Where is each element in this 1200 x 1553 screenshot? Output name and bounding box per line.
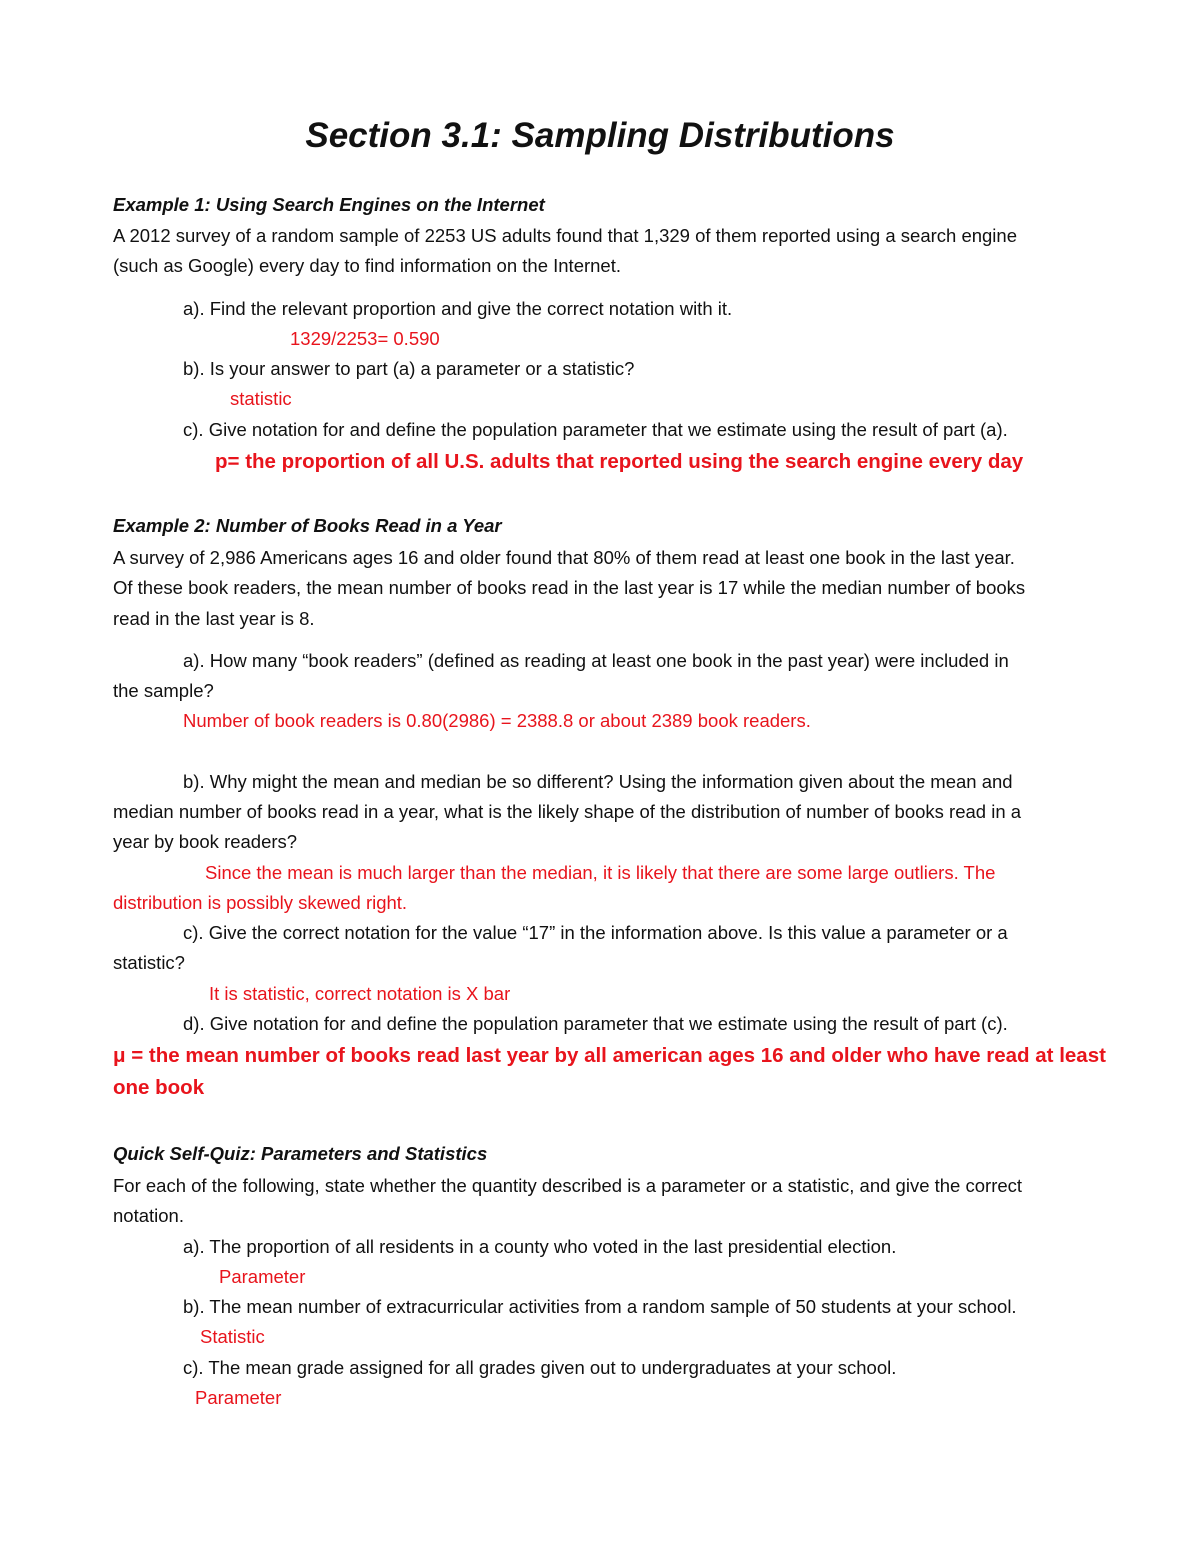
example-1-question-c: c). Give notation for and define the population parameter that we estimate using the result of part (a).	[183, 419, 1008, 440]
page-title: Section 3.1: Sampling Distributions	[305, 116, 895, 155]
example-2-intro-line-3: read in the last year is 8.	[113, 608, 315, 629]
example-2-answer-a: Number of book readers is 0.80(2986) = 2388.8 or about 2389 book readers.	[183, 710, 811, 731]
quiz-intro-line-2: notation.	[113, 1205, 184, 1226]
quiz-answer-c: Parameter	[195, 1387, 282, 1408]
example-2-question-b-line-3: year by book readers?	[113, 831, 298, 852]
example-2-question-b-line-2: median number of books read in a year, what is the likely shape of the distribution of number of books read in a	[113, 801, 1022, 822]
example-1-heading: Example 1: Using Search Engines on the Internet	[113, 194, 545, 215]
example-1-question-a: a). Find the relevant proportion and give the correct notation with it.	[183, 298, 733, 319]
example-2-answer-b-line-2: distribution is possibly skewed right.	[113, 892, 408, 913]
quiz-answer-a: Parameter	[219, 1266, 306, 1287]
example-2-intro-line-2: Of these book readers, the mean number of books read in the last year is 17 while the median number of books	[113, 577, 1026, 598]
quiz-question-b: b). The mean number of extracurricular activities from a random sample of 50 students at your school.	[183, 1296, 1017, 1317]
example-2-answer-d-line-1: μ = the mean number of books read last year by all american ages 16 and older who have read at least	[113, 1044, 1106, 1067]
quiz-answer-b: Statistic	[200, 1326, 265, 1347]
example-2-question-c-line-1: c). Give the correct notation for the value “17” in the information above. Is this value a parameter or a	[183, 922, 1008, 943]
quiz-heading: Quick Self-Quiz: Parameters and Statistics	[113, 1143, 488, 1164]
example-2-heading: Example 2: Number of Books Read in a Year	[113, 515, 502, 536]
quiz-question-c: c). The mean grade assigned for all grades given out to undergraduates at your school.	[183, 1357, 897, 1378]
example-2-intro-line-1: A survey of 2,986 Americans ages 16 and older found that 80% of them read at least one book in the last year.	[113, 547, 1015, 568]
example-1-answer-c: p= the proportion of all U.S. adults that reported using the search engine every day	[215, 450, 1024, 473]
example-2-question-d: d). Give notation for and define the population parameter that we estimate using the result of part (c).	[183, 1013, 1008, 1034]
example-2-answer-d-line-2: one book	[113, 1076, 205, 1099]
example-1-answer-a: 1329/2253= 0.590	[290, 328, 440, 349]
example-1-question-b: b). Is your answer to part (a) a parameter or a statistic?	[183, 358, 635, 379]
example-2-answer-c: It is statistic, correct notation is X bar	[209, 983, 511, 1004]
example-2-question-a-line-1: a). How many “book readers” (defined as reading at least one book in the past year) were included in	[183, 650, 1009, 671]
example-1-intro-line-2: (such as Google) every day to find information on the Internet.	[113, 255, 622, 276]
example-2-question-b-line-1: b). Why might the mean and median be so different? Using the information given about the mean and	[183, 771, 1013, 792]
quiz-intro-line-1: For each of the following, state whether the quantity described is a parameter or a statistic, and give the correct	[113, 1175, 1023, 1196]
example-1-intro-line-1: A 2012 survey of a random sample of 2253 US adults found that 1,329 of them reported using a search engine	[113, 225, 1017, 246]
quiz-question-a: a). The proportion of all residents in a county who voted in the last presidential election.	[183, 1236, 897, 1257]
example-2-answer-b-line-1: Since the mean is much larger than the median, it is likely that there are some large outliers. The	[205, 862, 996, 883]
example-2-question-a-line-2: the sample?	[113, 680, 214, 701]
example-2-question-c-line-2: statistic?	[113, 952, 185, 973]
example-1-answer-b: statistic	[230, 388, 292, 409]
